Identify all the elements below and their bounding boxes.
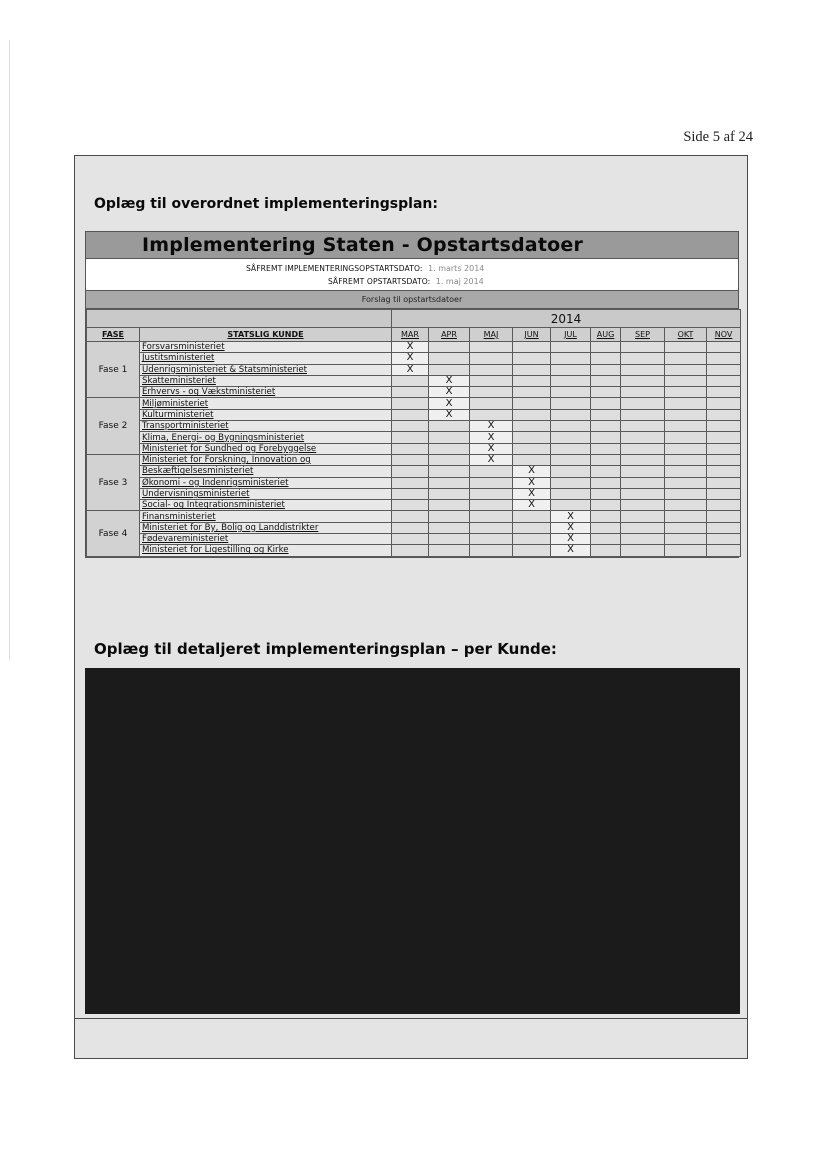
month-cell [470, 545, 513, 556]
month-cell [665, 522, 707, 533]
customer-name: Kulturministeriet [140, 409, 392, 420]
month-cell [707, 432, 741, 443]
month-cell [513, 432, 551, 443]
year-cell: 2014 [392, 310, 741, 328]
month-cell [392, 522, 429, 533]
column-header-fase: FASE [87, 328, 140, 342]
section-heading-overall-plan: Oplæg til overordnet implementeringsplan: [94, 196, 438, 212]
month-cell [429, 477, 470, 488]
month-cell [551, 387, 591, 398]
start-mark: X [470, 432, 513, 443]
customer-name: Finansministeriet [140, 511, 392, 522]
table-row [87, 342, 741, 353]
month-cell [621, 443, 665, 454]
year-row [87, 310, 741, 328]
month-cell [429, 522, 470, 533]
month-cell [707, 534, 741, 545]
month-cell [392, 375, 429, 386]
month-cell [551, 488, 591, 499]
customer-name: Social- og Integrationsministeriet [140, 500, 392, 511]
month-cell [551, 432, 591, 443]
month-cell [621, 375, 665, 386]
month-header-maj: MAJ [470, 328, 513, 342]
month-cell [707, 454, 741, 465]
month-cell [591, 545, 621, 556]
month-cell [621, 387, 665, 398]
month-cell [551, 409, 591, 420]
month-cell [392, 500, 429, 511]
customer-name: Fødevareministeriet [140, 534, 392, 545]
month-cell [429, 353, 470, 364]
month-cell [591, 342, 621, 353]
month-cell [621, 364, 665, 375]
start-mark: X [470, 454, 513, 465]
month-cell [591, 500, 621, 511]
impl-start-date: 1. marts 2014 [428, 264, 485, 273]
month-cell [591, 398, 621, 409]
customer-name: Udenrigsministeriet & Statsministeriet [140, 364, 392, 375]
month-header-nov: NOV [707, 328, 741, 342]
month-cell [429, 534, 470, 545]
month-cell [429, 488, 470, 499]
customer-name: Økonomi - og Indenrigsministeriet [140, 477, 392, 488]
content-panel [74, 155, 748, 1059]
month-cell [551, 443, 591, 454]
month-cell [665, 409, 707, 420]
start-mark: X [470, 443, 513, 454]
month-cell [591, 477, 621, 488]
month-cell [513, 342, 551, 353]
month-cell [551, 421, 591, 432]
month-cell [591, 364, 621, 375]
start-mark: X [513, 477, 551, 488]
month-cell [551, 454, 591, 465]
month-cell [621, 466, 665, 477]
month-cell [621, 545, 665, 556]
month-header-okt: OKT [665, 328, 707, 342]
month-cell [591, 409, 621, 420]
month-cell [392, 398, 429, 409]
month-cell [470, 375, 513, 386]
month-cell [621, 477, 665, 488]
month-cell [591, 387, 621, 398]
start-mark: X [429, 398, 470, 409]
start-mark: X [429, 375, 470, 386]
month-cell [665, 353, 707, 364]
table-row [87, 545, 741, 556]
month-cell [665, 387, 707, 398]
month-cell [591, 522, 621, 533]
redacted-block [85, 668, 740, 1014]
table-row [87, 364, 741, 375]
start-mark: X [551, 522, 591, 533]
customer-name: Transportministeriet [140, 421, 392, 432]
start-mark: X [470, 421, 513, 432]
month-cell [470, 534, 513, 545]
month-cell [707, 375, 741, 386]
start-mark: X [551, 545, 591, 556]
month-cell [621, 534, 665, 545]
start-mark: X [429, 387, 470, 398]
month-cell [470, 353, 513, 364]
month-cell [591, 454, 621, 465]
month-cell [429, 454, 470, 465]
month-cell [392, 545, 429, 556]
month-cell [513, 454, 551, 465]
schedule-table [85, 231, 739, 558]
month-cell [591, 432, 621, 443]
table-row [87, 534, 741, 545]
month-cell [429, 364, 470, 375]
page-number: Side 5 af 24 [683, 129, 753, 145]
month-cell [429, 342, 470, 353]
customer-name: Ministeriet for By, Bolig og Landdistrikter [140, 522, 392, 533]
month-cell [513, 545, 551, 556]
month-cell [470, 477, 513, 488]
start-mark: X [392, 353, 429, 364]
schedule-banner [86, 232, 738, 259]
customer-name: Beskæftigelsesministeriet [140, 466, 392, 477]
month-cell [470, 364, 513, 375]
month-header-jul: JUL [551, 328, 591, 342]
month-cell [392, 488, 429, 499]
month-cell [513, 421, 551, 432]
customer-name: Ministeriet for Forskning, Innovation og [140, 454, 392, 465]
month-cell [513, 353, 551, 364]
month-cell [470, 522, 513, 533]
month-cell [665, 466, 707, 477]
start-mark: X [513, 500, 551, 511]
month-cell [551, 500, 591, 511]
month-cell [429, 443, 470, 454]
month-cell [392, 511, 429, 522]
month-cell [665, 364, 707, 375]
month-cell [707, 522, 741, 533]
table-row [87, 488, 741, 499]
month-cell [429, 500, 470, 511]
proposal-bar: Forslag til opstartsdatoer [86, 291, 738, 309]
month-cell [429, 432, 470, 443]
column-header-kunde: STATSLIG KUNDE [140, 328, 392, 342]
start-mark: X [429, 409, 470, 420]
month-header-jun: JUN [513, 328, 551, 342]
month-cell [707, 443, 741, 454]
month-cell [621, 398, 665, 409]
month-cell [621, 353, 665, 364]
customer-name: Undervisningsministeriet [140, 488, 392, 499]
table-row [87, 454, 741, 465]
month-cell [551, 375, 591, 386]
month-cell [621, 409, 665, 420]
month-cell [621, 432, 665, 443]
start-mark: X [551, 511, 591, 522]
month-cell [470, 387, 513, 398]
schedule-dates [86, 259, 738, 291]
month-cell [707, 342, 741, 353]
month-cell [470, 398, 513, 409]
month-cell [513, 511, 551, 522]
month-cell [621, 500, 665, 511]
table-row [87, 398, 741, 409]
month-cell [591, 488, 621, 499]
month-cell [429, 466, 470, 477]
impl-start-label: SÅFREMT IMPLEMENTERINGSOPSTARTSDATO: [246, 264, 423, 273]
month-header-apr: APR [429, 328, 470, 342]
month-cell [707, 421, 741, 432]
month-cell [551, 342, 591, 353]
month-cell [665, 488, 707, 499]
month-cell [551, 398, 591, 409]
start-date: 1. maj 2014 [435, 277, 484, 286]
customer-name: Ministeriet for Sundhed og Forebyggelse [140, 443, 392, 454]
month-cell [707, 409, 741, 420]
month-cell [392, 477, 429, 488]
month-cell [513, 364, 551, 375]
month-cell [707, 545, 741, 556]
month-cell [621, 421, 665, 432]
table-row [87, 511, 741, 522]
month-cell [513, 522, 551, 533]
month-cell [551, 477, 591, 488]
month-cell [591, 421, 621, 432]
phase-label: Fase 4 [87, 511, 140, 556]
start-mark: X [513, 466, 551, 477]
start-mark: X [392, 364, 429, 375]
month-cell [665, 534, 707, 545]
month-cell [513, 534, 551, 545]
table-row [87, 443, 741, 454]
month-cell [621, 454, 665, 465]
table-row [87, 432, 741, 443]
month-cell [392, 534, 429, 545]
start-mark: X [513, 488, 551, 499]
header-row [87, 328, 741, 342]
month-cell [392, 421, 429, 432]
month-header-sep: SEP [621, 328, 665, 342]
month-cell [621, 511, 665, 522]
start-mark: X [551, 534, 591, 545]
month-cell [551, 364, 591, 375]
phase-label: Fase 2 [87, 398, 140, 454]
month-cell [470, 342, 513, 353]
customer-name: Ministeriet for Ligestilling og Kirke [140, 545, 392, 556]
month-cell [470, 409, 513, 420]
month-cell [513, 398, 551, 409]
table-row [87, 477, 741, 488]
start-label: SÅFREMT OPSTARTSDATO: [328, 277, 431, 286]
month-cell [621, 488, 665, 499]
month-cell [665, 477, 707, 488]
month-cell [513, 443, 551, 454]
month-cell [621, 342, 665, 353]
month-cell [513, 387, 551, 398]
month-cell [429, 511, 470, 522]
month-cell [707, 398, 741, 409]
customer-name: Klima, Energi- og Bygningsministeriet [140, 432, 392, 443]
schedule-title: Implementering Staten - Opstartsdatoer [142, 234, 584, 256]
table-row [87, 522, 741, 533]
table-row [87, 387, 741, 398]
month-cell [392, 387, 429, 398]
month-cell [665, 511, 707, 522]
customer-name: Forsvarsministeriet [140, 342, 392, 353]
table-row [87, 353, 741, 364]
month-cell [470, 500, 513, 511]
month-cell [665, 500, 707, 511]
month-cell [665, 421, 707, 432]
month-cell [392, 432, 429, 443]
customer-name: Justitsministeriet [140, 353, 392, 364]
month-header-mar: MAR [392, 328, 429, 342]
customer-name: Erhvervs - og Vækstministeriet [140, 387, 392, 398]
month-cell [591, 375, 621, 386]
month-cell [707, 488, 741, 499]
month-cell [707, 466, 741, 477]
month-cell [470, 466, 513, 477]
start-line [86, 275, 738, 288]
month-cell [591, 466, 621, 477]
month-cell [513, 375, 551, 386]
month-cell [551, 466, 591, 477]
impl-start-line [86, 262, 738, 275]
month-cell [707, 500, 741, 511]
table-row [87, 466, 741, 477]
month-cell [392, 466, 429, 477]
month-cell [665, 454, 707, 465]
month-cell [591, 534, 621, 545]
customer-name: Skatteministeriet [140, 375, 392, 386]
month-cell [429, 421, 470, 432]
month-cell [591, 511, 621, 522]
phase-label: Fase 1 [87, 342, 140, 398]
month-cell [470, 511, 513, 522]
table-row [87, 409, 741, 420]
phase-label: Fase 3 [87, 454, 140, 510]
month-cell [707, 387, 741, 398]
month-cell [392, 409, 429, 420]
month-cell [392, 443, 429, 454]
month-cell [591, 443, 621, 454]
year-row-spacer [87, 310, 392, 328]
month-cell [665, 398, 707, 409]
month-cell [665, 342, 707, 353]
month-cell [591, 353, 621, 364]
month-cell [707, 353, 741, 364]
month-cell [392, 454, 429, 465]
month-cell [513, 409, 551, 420]
month-cell [551, 353, 591, 364]
panel-footer-divider [75, 1018, 747, 1019]
month-cell [665, 545, 707, 556]
table-row [87, 500, 741, 511]
month-cell [707, 511, 741, 522]
month-cell [665, 443, 707, 454]
month-header-aug: AUG [591, 328, 621, 342]
month-cell [665, 375, 707, 386]
month-cell [621, 522, 665, 533]
month-cell [470, 488, 513, 499]
table-row [87, 421, 741, 432]
table-row [87, 375, 741, 386]
customer-name: Miljøministeriet [140, 398, 392, 409]
month-cell [665, 432, 707, 443]
month-cell [707, 477, 741, 488]
schedule-grid [86, 309, 741, 557]
month-cell [707, 364, 741, 375]
month-cell [429, 545, 470, 556]
page-margin-line [9, 40, 10, 660]
start-mark: X [392, 342, 429, 353]
section-heading-detailed-plan: Oplæg til detaljeret implementeringsplan – per Kunde: [94, 640, 557, 658]
